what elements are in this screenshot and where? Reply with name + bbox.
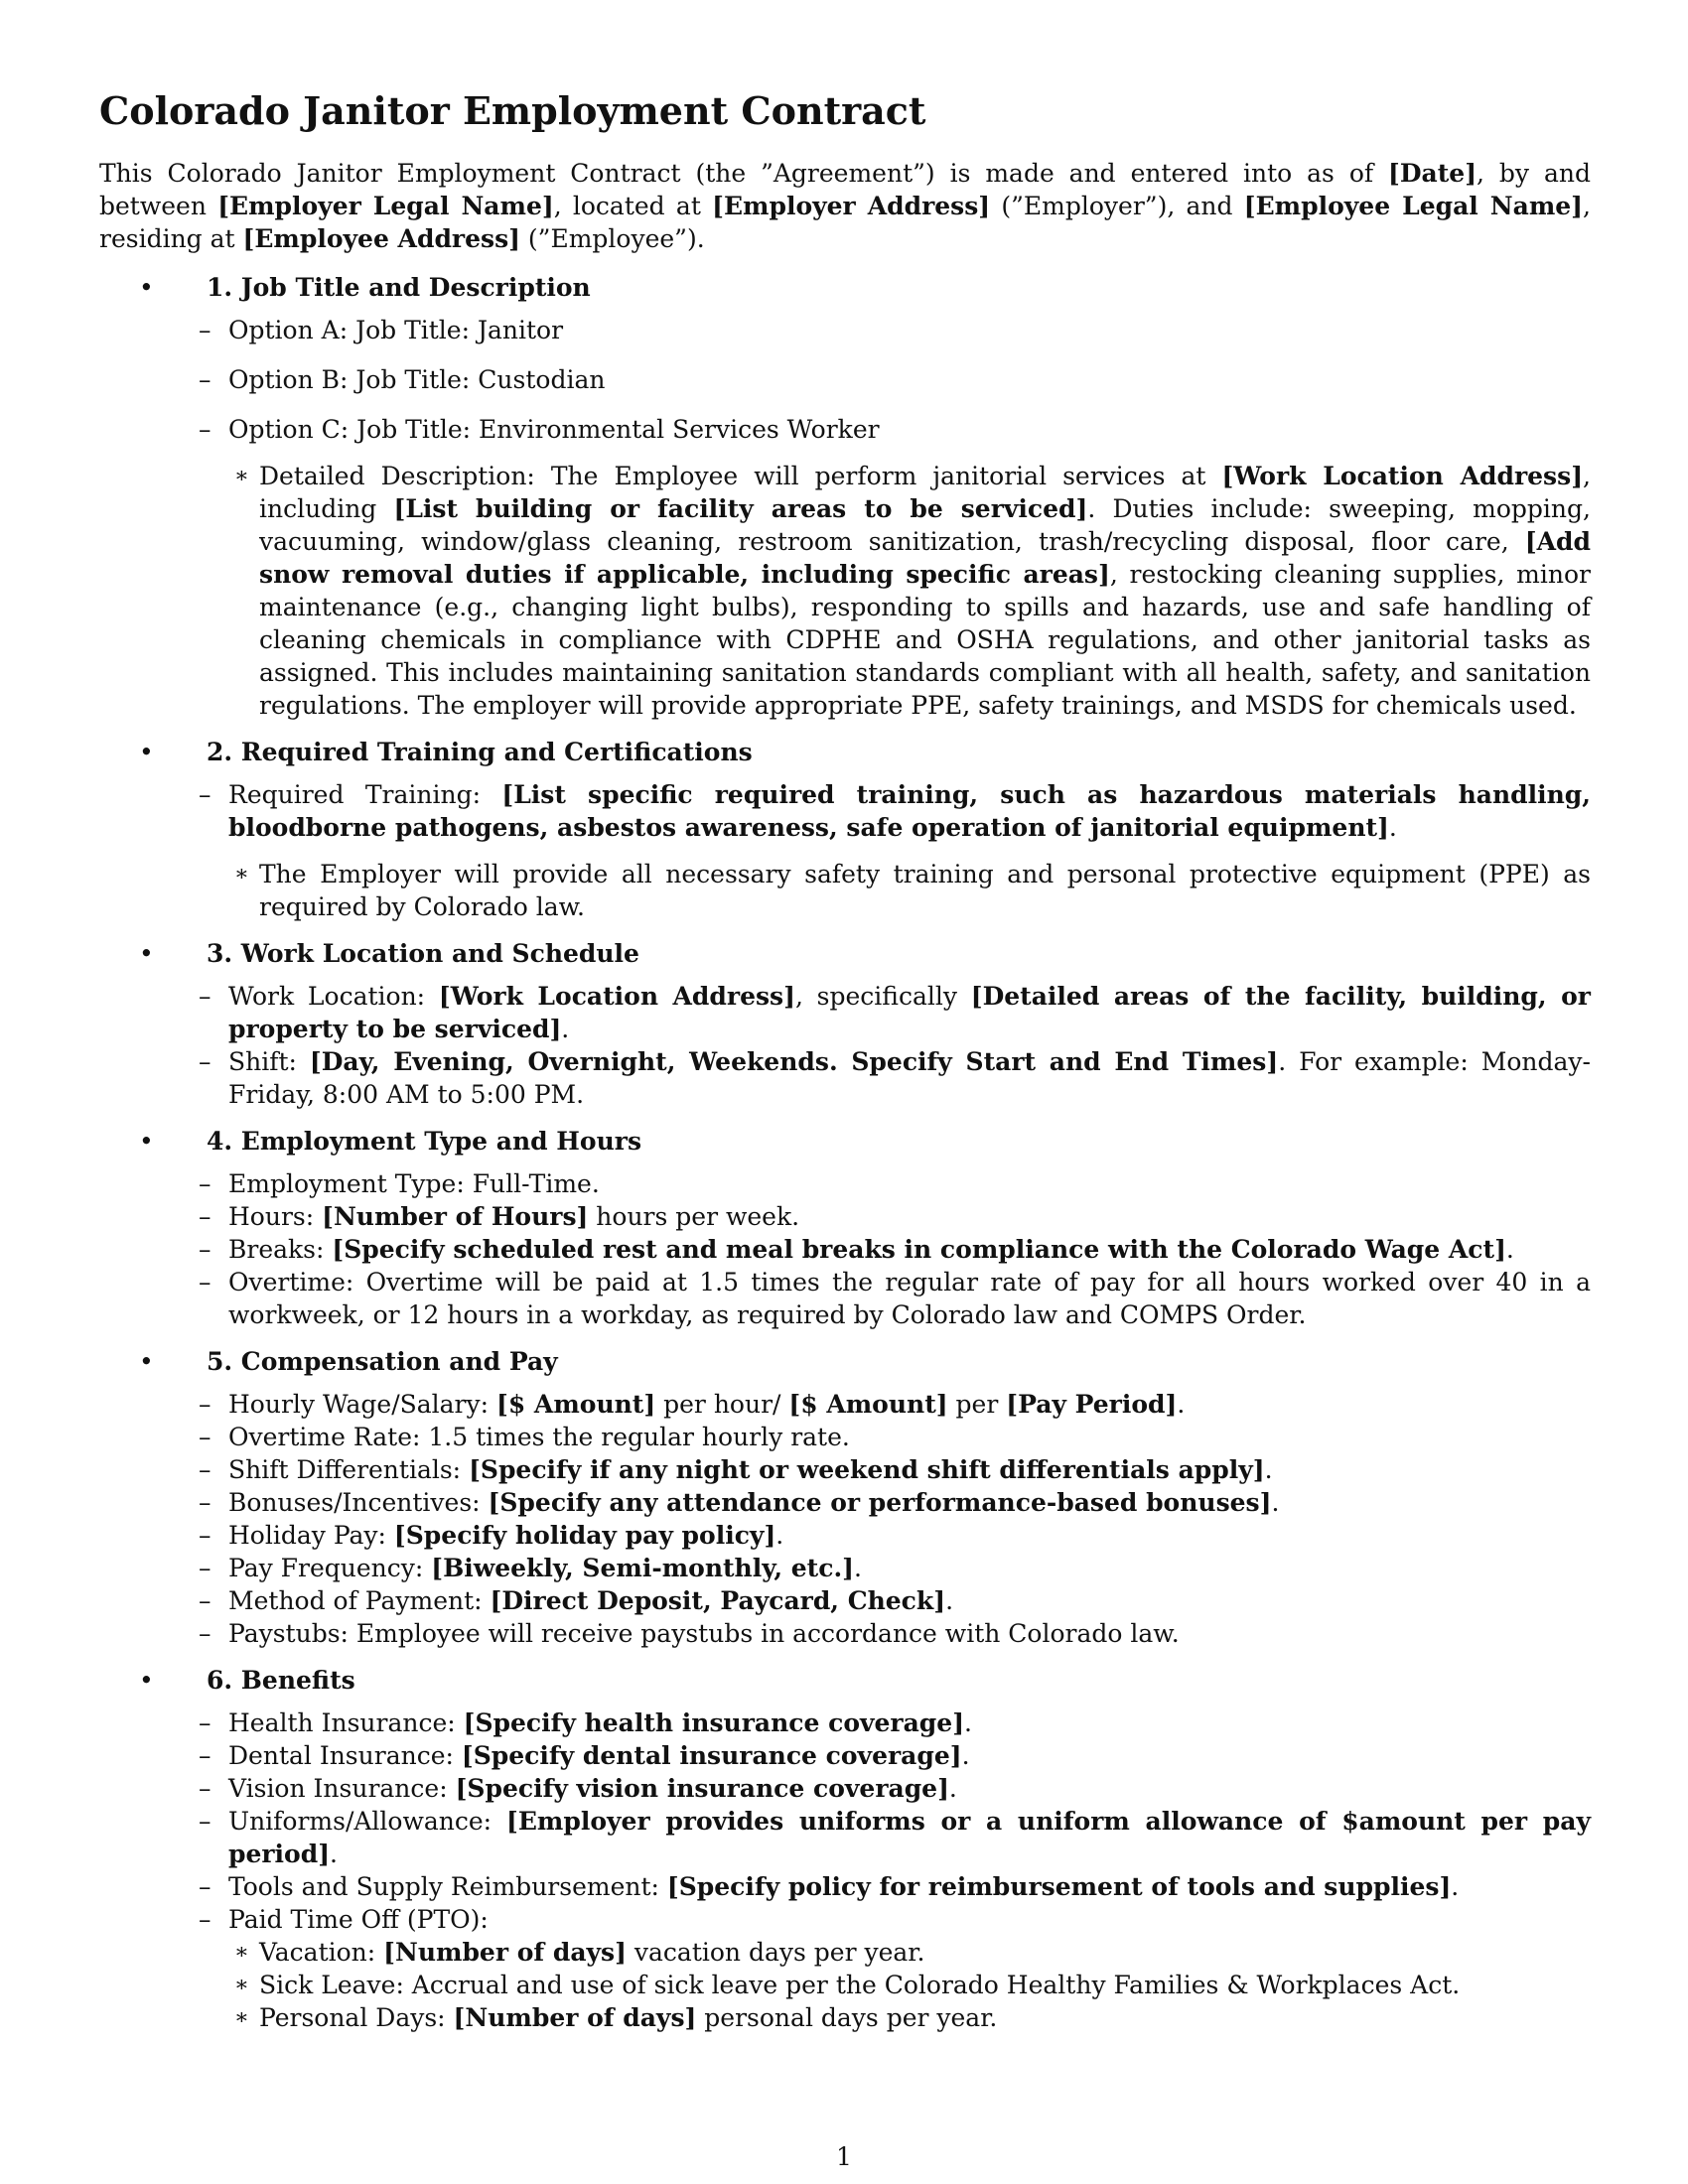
text: Method of Payment: [228, 1586, 491, 1615]
dash-bullet: – [199, 1169, 211, 1198]
text [228, 1584, 1591, 1617]
text: Personal Days: [259, 2003, 454, 2032]
text: . [1271, 1488, 1280, 1517]
dash-bullet: – [199, 1521, 211, 1550]
placeholder-bonus: [Specify any attendance or performance-based bonuses] [488, 1488, 1272, 1517]
placeholder-vacation-days: [Number of days] [383, 1938, 627, 1967]
text: hours per week. [588, 1202, 800, 1231]
text: Tools and Supply Reimbursement: [228, 1872, 667, 1901]
dash-bullet: – [199, 316, 211, 344]
text: Hours: [228, 1202, 323, 1231]
text: Breaks: [228, 1235, 333, 1264]
placeholder-personal-days: [Number of days] [453, 2003, 697, 2032]
section-list [99, 271, 1591, 2034]
dash-bullet: – [199, 1774, 211, 1803]
section-6 [99, 1664, 1591, 2034]
intro-text: , by and between [99, 159, 1591, 220]
text [228, 1519, 1591, 1552]
list-item [199, 1486, 1591, 1519]
text: Overtime Rate: 1.5 times the regular hourly rate. [228, 1423, 850, 1451]
placeholder-employee-name: [Employee Legal Name] [1243, 192, 1584, 220]
placeholder-work-location: [Work Location Address] [1221, 462, 1584, 490]
intro-text: , residing at [99, 192, 1591, 253]
placeholder-vision: [Specify vision insurance coverage] [455, 1774, 949, 1803]
pto-list [228, 1936, 1591, 2034]
text: Required Training: [228, 780, 502, 809]
list-item [199, 413, 1591, 722]
dash-bullet: – [199, 1708, 211, 1737]
list-item [199, 980, 1591, 1045]
section-heading: • 6. Benefits [207, 1664, 1591, 1697]
list-item [199, 1584, 1591, 1617]
text: . [1505, 1235, 1514, 1264]
list-item [199, 1200, 1591, 1233]
text: Vision Insurance: [228, 1774, 456, 1803]
list-item [199, 1805, 1592, 1870]
text: , specifically [794, 982, 971, 1011]
text: . [948, 1774, 957, 1803]
dash-bullet: – [199, 1455, 211, 1484]
dash-bullet: – [199, 415, 211, 444]
option-b-text: Option B: Job Title: Custodian [228, 365, 606, 394]
text: Employment Type: Full-Time. [228, 1169, 600, 1198]
text: Paid Time Off (PTO): [228, 1905, 489, 1934]
list-item [199, 314, 1591, 346]
subsection-list [199, 314, 1591, 722]
detail-list [228, 858, 1591, 923]
dash-bullet: – [199, 1807, 211, 1836]
text [228, 778, 1591, 844]
placeholder-health: [Specify health insurance coverage] [463, 1708, 965, 1737]
text: per hour/ [655, 1390, 789, 1419]
asterisk-bullet: ∗ [234, 1940, 249, 1965]
asterisk-bullet: ∗ [234, 2005, 249, 2030]
text: . [561, 1015, 570, 1043]
text: Sick Leave: Accrual and use of sick leave per the Colorado Healthy Families & Workplaces Act. [259, 1971, 1461, 1999]
list-item [199, 1453, 1591, 1486]
text: Shift Differentials: [228, 1455, 470, 1484]
intro-text: This Colorado Janitor Employment Contract (the ”Agreement”) is made and entered into as of [99, 159, 1389, 188]
list-item [207, 2001, 1591, 2034]
placeholder-amount: [$ Amount] [496, 1390, 656, 1419]
text: The Employer will provide all necessary safety training and personal protective equipment (PPE) as required by Colorado law. [259, 860, 1591, 921]
placeholder-pay-period: [Pay Period] [1006, 1390, 1178, 1419]
text [228, 1045, 1591, 1111]
text: . [1388, 813, 1397, 842]
dash-bullet: – [199, 1905, 211, 1934]
dash-bullet: – [199, 1488, 211, 1517]
list-item [199, 1903, 1591, 2034]
text: , including [259, 462, 1591, 523]
dash-bullet: – [199, 1554, 211, 1582]
dash-bullet: – [199, 1872, 211, 1901]
section-5 [99, 1345, 1591, 1650]
placeholder-holiday: [Specify holiday pay policy] [393, 1521, 776, 1550]
section-heading: • 5. Compensation and Pay [207, 1345, 1591, 1378]
list-item [199, 1421, 1591, 1453]
placeholder-employer-address: [Employer Address] [712, 192, 991, 220]
placeholder-areas: [List building or facility areas to be serviced] [393, 494, 1088, 523]
option-a-text: Option A: Job Title: Janitor [228, 316, 564, 344]
placeholder-tools: [Specify policy for reimbursement of tools and supplies] [666, 1872, 1452, 1901]
section-2 [99, 736, 1591, 923]
placeholder-breaks: [Specify scheduled rest and meal breaks in compliance with the Colorado Wage Act] [332, 1235, 1506, 1264]
text: Overtime: Overtime will be paid at 1.5 times the regular rate of pay for all hours worked over 40 in a workweek, or 12 hours in a workday, as required by Colorado law and COMPS Order. [228, 1268, 1591, 1329]
text: . [1451, 1872, 1460, 1901]
placeholder-training: [List specific required training, such as hazardous materials handling, bloodborne pathogens, asbestos awareness, safe operation of janitorial equipment] [228, 780, 1591, 842]
dash-bullet: – [199, 780, 211, 809]
text: per [947, 1390, 1007, 1419]
list-item [199, 1519, 1591, 1552]
subsection-list [199, 1388, 1591, 1650]
list-item [199, 1706, 1591, 1739]
intro-text: (”Employer”), and [990, 192, 1244, 220]
dash-bullet: – [199, 365, 211, 394]
text [228, 1453, 1591, 1486]
document-page [99, 87, 1591, 2048]
text: Holiday Pay: [228, 1521, 394, 1550]
list-item [207, 1936, 1591, 1969]
list-item [207, 460, 1591, 722]
text: Pay Frequency: [228, 1554, 432, 1582]
placeholder-shift: [Day, Evening, Overnight, Weekends. Specify Start and End Times] [309, 1047, 1279, 1076]
dash-bullet: – [199, 1390, 211, 1419]
text: , restocking cleaning supplies, minor maintenance (e.g., changing light bulbs), responding to spills and hazards, use and safe handling of cleaning chemicals in compliance with CDPHE and OSHA regulations, and other janitorial tasks as assigned. This includes maintaining sanitation standards compliant with all health, safety, and sanitation regulations. The employer will provide appropriate PPE, safety trainings, and MSDS for chemicals used. [259, 560, 1591, 720]
list-item [199, 1617, 1591, 1650]
text: . [945, 1586, 954, 1615]
list-item [199, 1167, 1591, 1200]
text [228, 1388, 1591, 1421]
detail-list [228, 460, 1591, 722]
text: Health Insurance: [228, 1708, 464, 1737]
page-number: 1 [836, 2142, 852, 2171]
placeholder-dental: [Specify dental insurance coverage] [461, 1741, 962, 1770]
placeholder-differentials: [Specify if any night or weekend shift differentials apply] [469, 1455, 1265, 1484]
text [228, 1200, 1591, 1233]
text: . [1264, 1455, 1273, 1484]
text [228, 980, 1591, 1045]
section-heading: • 1. Job Title and Description [207, 271, 1591, 304]
intro-text: , located at [553, 192, 713, 220]
text: Uniforms/Allowance: [228, 1807, 507, 1836]
text: . [961, 1741, 970, 1770]
text [228, 1706, 1591, 1739]
text [228, 1486, 1591, 1519]
placeholder-frequency: [Biweekly, Semi-monthly, etc.] [431, 1554, 854, 1582]
text [228, 1805, 1591, 1870]
text [228, 1552, 1591, 1584]
list-item [199, 1045, 1591, 1111]
text: . [853, 1554, 862, 1582]
asterisk-bullet: ∗ [234, 464, 249, 488]
text: Bonuses/Incentives: [228, 1488, 489, 1517]
text: Shift: [228, 1047, 310, 1076]
text: . [775, 1521, 784, 1550]
list-item [199, 1266, 1591, 1331]
list-item [199, 1233, 1591, 1266]
list-item [207, 858, 1591, 923]
intro-text: (”Employee”). [519, 224, 705, 253]
text: . [1177, 1390, 1186, 1419]
list-item [199, 363, 1591, 396]
placeholder-date: [Date] [1388, 159, 1477, 188]
dash-bullet: – [199, 1235, 211, 1264]
text: Detailed Description: The Employee will perform janitorial services at [259, 462, 1222, 490]
subsection-list [199, 980, 1591, 1111]
list-item [199, 1552, 1591, 1584]
asterisk-bullet: ∗ [234, 1973, 249, 1997]
text [228, 1739, 1591, 1772]
page-title: Colorado Janitor Employment Contract [99, 88, 926, 133]
subsection-list [199, 1167, 1591, 1331]
subsection-list [199, 778, 1591, 923]
placeholder-areas: [Detailed areas of the facility, building, or property to be serviced] [228, 982, 1591, 1043]
placeholder-snow-removal: [Add snow removal duties if applicable, including specific areas] [259, 527, 1591, 589]
text: Work Location: [228, 982, 439, 1011]
placeholder-work-location: [Work Location Address] [438, 982, 795, 1011]
placeholder-hours: [Number of Hours] [322, 1202, 589, 1231]
dash-bullet: – [199, 1202, 211, 1231]
placeholder-amount: [$ Amount] [788, 1390, 948, 1419]
text: Dental Insurance: [228, 1741, 462, 1770]
section-heading: • 3. Work Location and Schedule [207, 937, 1591, 970]
section-4 [99, 1125, 1591, 1331]
placeholder-employee-address: [Employee Address] [242, 224, 520, 253]
dash-bullet: – [199, 982, 211, 1011]
section-heading: • 4. Employment Type and Hours [207, 1125, 1591, 1158]
dash-bullet: – [199, 1047, 211, 1076]
list-item [199, 1772, 1591, 1805]
dash-bullet: – [199, 1586, 211, 1615]
dash-bullet: – [199, 1741, 211, 1770]
section-3 [99, 937, 1591, 1111]
placeholder-payment-method: [Direct Deposit, Paycard, Check] [490, 1586, 946, 1615]
list-item [199, 1870, 1591, 1903]
list-item [199, 778, 1591, 923]
option-c-text: Option C: Job Title: Environmental Services Worker [228, 415, 880, 444]
dash-bullet: – [199, 1268, 211, 1297]
text: Vacation: [259, 1938, 384, 1967]
list-item [199, 1388, 1591, 1421]
subsection-list [199, 1706, 1592, 2034]
text: . For example: Monday-Friday, 8:00 AM to 5:00 PM. [228, 1047, 1591, 1109]
intro-paragraph [99, 157, 1591, 255]
section-heading: • 2. Required Training and Certifications [207, 736, 1591, 768]
section-1 [99, 271, 1591, 722]
placeholder-employer-name: [Employer Legal Name] [217, 192, 554, 220]
list-item [207, 1969, 1591, 2001]
placeholder-uniform: [Employer provides uniforms or a uniform allowance of $amount per pay period] [228, 1807, 1592, 1868]
asterisk-bullet: ∗ [234, 862, 249, 887]
text [228, 1233, 1591, 1266]
text: personal days per year. [696, 2003, 998, 2032]
text: . Duties include: sweeping, mopping, vacuuming, window/glass cleaning, restroom sanitization, trash/recycling disposal, floor care, [259, 494, 1591, 556]
text: vacation days per year. [626, 1938, 925, 1967]
text [228, 1870, 1591, 1903]
dash-bullet: – [199, 1423, 211, 1451]
text: Hourly Wage/Salary: [228, 1390, 496, 1419]
text: . [330, 1840, 338, 1868]
list-item [199, 1739, 1591, 1772]
text: Paystubs: Employee will receive paystubs in accordance with Colorado law. [228, 1619, 1180, 1648]
dash-bullet: – [199, 1619, 211, 1648]
text [228, 1772, 1591, 1805]
text: . [964, 1708, 972, 1737]
